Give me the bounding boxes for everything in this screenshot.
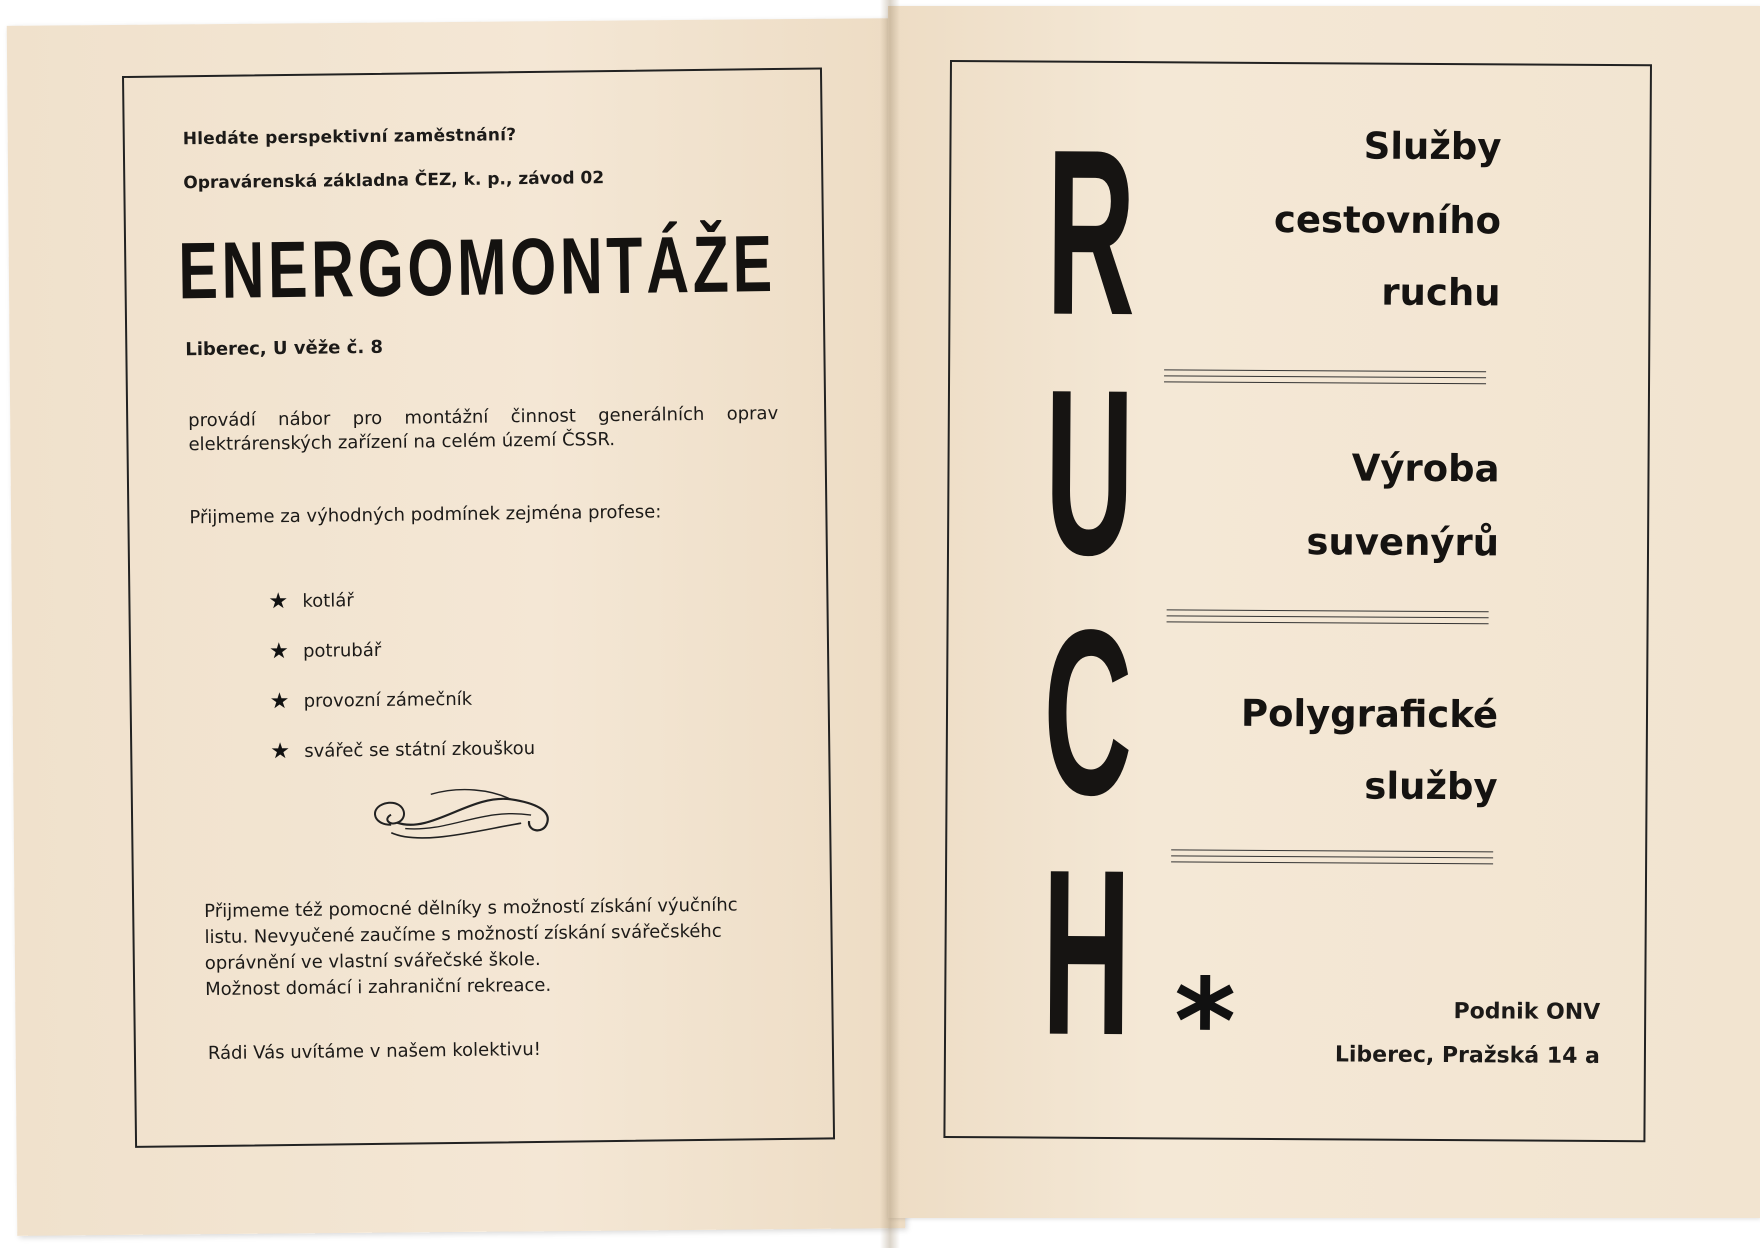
star-icon: ★ [268,588,289,614]
service-souvenir-line1: Výroba [1351,446,1500,491]
list-item [269,623,534,676]
welcome-line: Rádi Vás uvítáme v našem kolektivu! [207,1038,542,1065]
list-item [269,673,534,726]
professions-list [268,573,535,776]
ruch-letter: C [1042,580,1134,846]
asterisk-icon: * [1173,952,1237,1091]
ruch-letter: H [1041,820,1132,1086]
service-print-line2: služby [1364,764,1498,809]
offer-line: Možnost domácí i zahraniční rekreace. [205,974,552,1001]
list-item [268,573,533,626]
offer-line: Přijmeme též pomocné dělníky s možností získání výučníhc [204,894,738,923]
ruch-ad [943,60,1652,1142]
divider-rules [1164,369,1486,389]
recruit-paragraph: provádí nábor pro montážní činnost generálních oprav elektrárenských zařízení na celém území ČSSR. [188,403,779,456]
ruch-letter: R [1045,100,1136,366]
star-icon: ★ [269,688,290,714]
headline-question: Hledáte perspektivní zaměstnání? [182,125,517,150]
service-print-line1: Polygrafické [1240,691,1499,737]
list-item [270,723,535,776]
ruch-letter: U [1044,340,1135,606]
star-icon: ★ [268,638,289,664]
flourish-ornament-icon [361,783,562,855]
service-souvenir-line2: suvenýrů [1306,520,1500,565]
profession-label: svářeč se státní zkouškou [304,737,536,762]
offer-line: listu. Nevyučené zaučíme s možností získání svářečskéhc [204,920,722,949]
star-icon: ★ [270,738,291,764]
energomontaze-ad [122,67,835,1147]
profession-label: kotlář [302,589,354,612]
professions-intro: Přijmeme za výhodných podmínek zejména profese: [189,501,662,529]
profession-label: potrubář [302,639,382,662]
profession-label: provozní zámečník [303,688,473,712]
page-gutter [880,0,900,1248]
divider-rules [1167,609,1489,629]
brand-name: ENERGOMONTÁŽE [177,219,777,316]
offer-line: oprávnění ve vlastní svářečské škole. [204,948,541,975]
company-line: Opravárenská základna ČEZ, k. p., závod 02 [183,168,605,194]
additional-offer [204,892,785,1003]
organization-address: Liberec, Pražská 14 a [1334,1042,1601,1069]
ruch-vertical-logo [1008,100,1154,1086]
organization-name: Podnik ONV [1453,999,1601,1025]
service-travel-line1: Služby [1363,124,1502,169]
company-address: Liberec, U věže č. 8 [185,336,384,361]
divider-rules [1171,849,1493,869]
service-travel-line3: ruchu [1381,270,1501,315]
service-travel-line2: cestovního [1273,197,1502,243]
